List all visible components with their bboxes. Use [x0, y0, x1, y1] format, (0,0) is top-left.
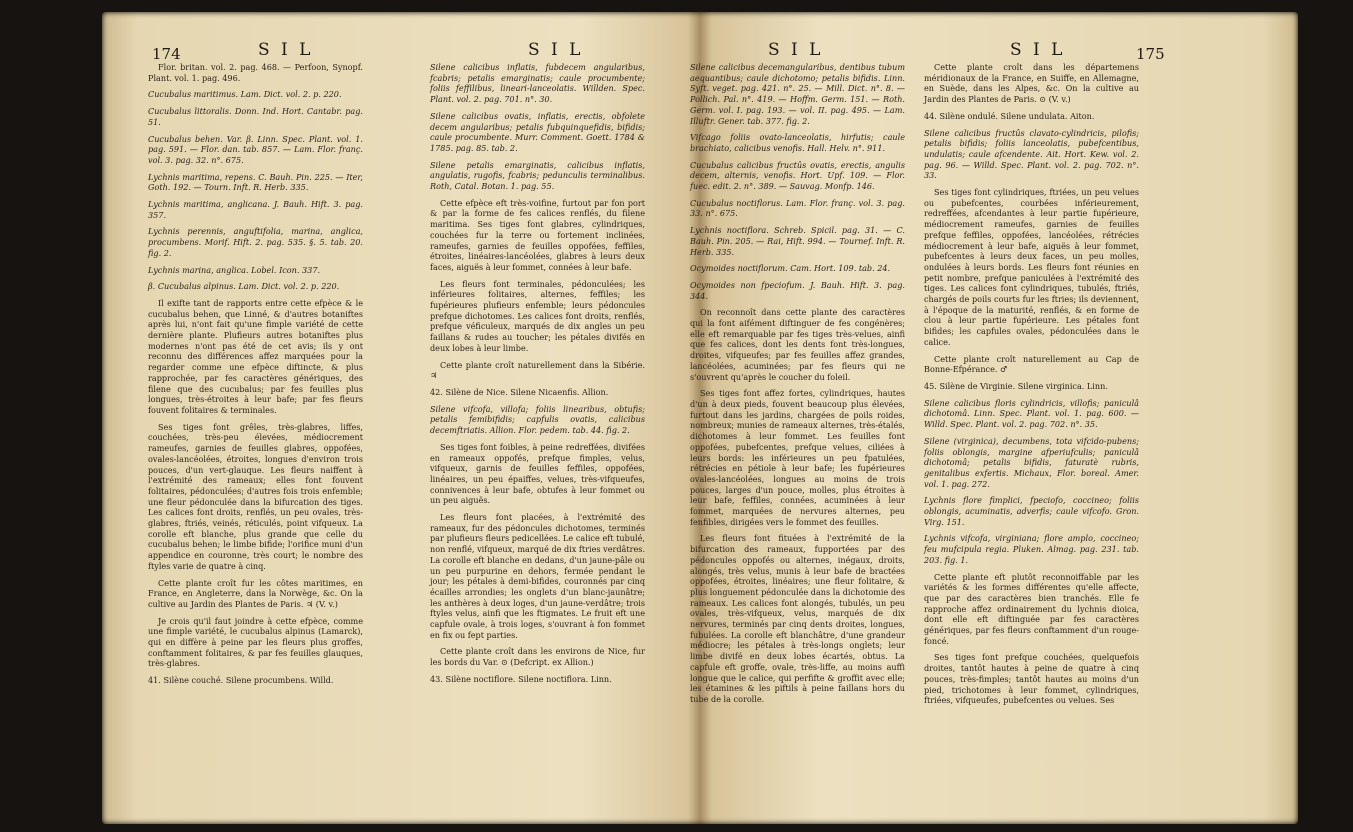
- paragraph: Ocymoides noctiflorum. Cam. Hort. 109. tab. 24.: [690, 263, 891, 274]
- paragraph: Cette efpèce eft très-voifine, furtout par fon port & par la forme de fes calices renflés, du filene maritima. Ses tiges font glabres, cylindriques, couchées fur la terre ou fortement inclinées, rameufes, garnies de feuilles oppofées, feffiles, étroites, linéaires-lancéolées, glabres à leurs deux faces, aiguës à leur fommet, connées à leur bafe.: [430, 197, 645, 272]
- paragraph: Lychnis marina, anglica. Lobel. Icon. 337.: [148, 264, 321, 275]
- paragraph: 43. Silène noctiflore. Silene noctiflora. Linn.: [430, 673, 612, 684]
- paragraph: Les fleurs font fituées à l'extrémité de la bifurcation des rameaux, fupportées par des pédoncules oppofés ou alternes, inégaux, droits, alongés, très velus, munis à leur bafe de bractées oppofées, étroites, linéaires; une fleur folitaire, & plus longuement pédonculée dans la dichotomie des rameaux. Les calices font alongés, tubulés, un peu ovales, très-vifqueux, velus, marqués de dix nervures, terminés par cinq dents droites, longues, fubulées. La corolle eft blanchâtre, d'une grandeur médiocre; les pétales à très-longs onglets; leur limbe divifé en deux lobes écartés, obtus. La capfule eft groffe, ovale, très-liffe, au moins auffi longue que le calice, qui perfifte & groffit avec elle; les étamines & les piftils à peine faillans hors du tube de la corolle.: [690, 533, 905, 704]
- paragraph: β. Cucubalus alpinus. Lam. Dict. vol. 2. p. 220.: [148, 281, 340, 292]
- paragraph: Cette plante croît naturellement au Cap de Bonne-Efpérance. ♂: [924, 353, 1139, 375]
- paragraph: Cucubalus behen. Var. β. Linn. Spec. Plant. vol. 1. pag. 591. — Flor. dan. tab. 857. — Lam. Flor. franç. vol. 3. pag. 32. n°. 675.: [148, 133, 363, 165]
- paragraph: Il exifte tant de rapports entre cette efpèce & le cucubalus behen, que Linné, & d'autres botaniftes après lui, n'ont fait qu'une fimple variété de cette dernière plante. Plufieurs autres botaniftes plus modernes n'ont pas été de cet avis; ils y ont reconnu des différences affez marquées pour la regarder comme une efpèce diftincte, & plus rapprochée, par fes caractères génériques, des filene que des cucubalus; par fes feuilles plus longues, très-étroites à leur bafe; par fes fleurs fouvent folitaires & terminales.: [148, 297, 363, 415]
- paragraph: Cette plante eft plutôt reconnoiffable par les variétés & les formes différentes qu'elle affecte, que par des caractères bien tranchés. Elle fe rapproche affez ordinairement du lychnis dioica, dont elle eft diftinguée par fes caractères génériques, par fes fleurs conftamment d'un rouge-foncé.: [924, 571, 1139, 646]
- page-number-right: 175: [1136, 45, 1165, 63]
- paragraph: Silene calicibus fructûs clavato-cylindricis, pilofis; petalis bifidis; foliis lanceolatis, pubefcentibus, undulatis; caule afcendente. Ait. Hort. Kew. vol. 2. pag. 96. — Willd. Spec. Plant. vol. 2. pag. 702. n°. 33.: [924, 127, 1139, 181]
- paragraph: Cucubalus noctiflorus. Lam. Flor. franç. vol. 3. pag. 33. n°. 675.: [690, 197, 905, 219]
- paragraph: Ses tiges font prefque couchées, quelquefois droites, tantôt hautes à peine de quatre à cinq pouces, très-fimples; tantôt hautes au moins d'un pied, trichotomes à leur fommet, cylindriques, ftriées, vifqueufes, pubefcentes ou velues. Ses: [924, 652, 1139, 706]
- paragraph: Cette plante croît naturellement dans la Sibérie. ♃: [430, 359, 645, 381]
- paragraph: Ses tiges font grêles, très-glabres, liffes, couchées, très-peu élevées, médiocrement rameufes, garnies de feuilles glabres, oppofées, ovales-lancéolées, étroites, longues d'environ trois pouces, d'un vert-glauque. Les fleurs naiffent à l'extrémité des rameaux; elles font fouvent folitaires, pédonculées; d'autres fois trois enfemble; une fleur pédonculée dans la bifurcation des tiges. Les calices font droits, renflés, un peu ovales, très-glabres, ftriés, veinés, réticulés, point vifqueux. La corolle eft blanche, plus grande que celle du cucubalus behen; le limbe bifide; l'orifice muni d'un appendice en couronne, très court; le nombre des ftyles varie de quatre à cinq.: [148, 421, 363, 571]
- paragraph: Lychnis noctiflora. Schreb. Spicil. pag. 31. — C. Bauh. Pin. 205. — Rai, Hift. 994. — Tournef. Inft. R. Herb. 335.: [690, 225, 905, 257]
- paragraph: Silene petalis emarginatis, calicibus inflatis, angulatis, rugofis, fcabris; pedunculis terminalibus. Roth, Catal. Botan. 1. pag. 55.: [430, 159, 645, 192]
- paragraph: Flor. britan. vol. 2. pag. 468. — Perfoon, Synopf. Plant. vol. 1. pag. 496.: [148, 62, 363, 83]
- paragraph: Ses tiges font affez fortes, cylindriques, hautes d'un à deux pieds, fouvent beaucoup plus élevées, furtout dans les jardins, chargées de poils roides, nombreux; munies de rameaux alternes, très-étalés, dichotomes à leur fommet. Les feuilles font oppofées, pubefcentes, prefque velues, ciliées à leurs bords: les inférieures un peu fpatulées, rétrécies en pétiole à leur bafe; les fupérieures ovales-lancéolées, longues au moins de trois pouces, larges d'un pouce, molles, plus étroites à leur bafe, feffiles, connées, acuminées à leur fommet, marquées de nervures alternes, peu fenfibles, dirigées vers le fommet des feuilles.: [690, 388, 905, 527]
- left-column-1: [148, 62, 363, 692]
- running-head-right-1: S I L: [768, 40, 824, 60]
- paragraph: Ses tiges font foibles, à peine redreffées, divifées en rameaux oppofés, prefque fimples, velus, vifqueux, garnis de feuilles feffiles, oppofées, linéaires, un peu épaiffes, velues, très-vifqueufes, connivences à leur bafe, obtufes à leur fommet ou un peu aiguës.: [430, 441, 645, 506]
- right-column-1: [690, 62, 905, 711]
- page-number-left: 174: [152, 45, 181, 63]
- paragraph: Lychnis maritima, repens. C. Bauh. Pin. 225. — Iter, Goth. 192. — Tourn. Inft. R. Herb. 335.: [148, 171, 363, 193]
- paragraph: Je crois qu'il faut joindre à cette efpèce, comme une fimple variété, le cucubalus alpinus (Lamarck), qui en diffère à peine par les fleurs plus groffes, conftamment folitaires, & par fes feuilles glauques, très-glabres.: [148, 615, 363, 669]
- paragraph: Ocymoides non fpeciofum. J. Bauh. Hift. 3. pag. 344.: [690, 279, 905, 301]
- paragraph: Lychnis perennis, anguftifolia, marina, anglica, procumbens. Morif. Hift. 2. pag. 535. §. 5. tab. 20. fig. 2.: [148, 226, 363, 258]
- running-head-right-2: S I L: [1010, 40, 1066, 60]
- paragraph: Silene vifcofa, villofa; foliis linearibus, obtufis; petalis femibifidis; capfulis ovatis, calicibus decemftriatis. Allion. Flor. pedem. tab. 44. fig. 2.: [430, 403, 645, 436]
- paragraph: 44. Silène ondulé. Silene undulata. Aiton.: [924, 110, 1095, 121]
- paragraph: Silene (virginica), decumbens, tota vifcido-pubens; foliis oblongis, margine afperiufculis; paniculâ dichotomâ; petalis bifidis, faturatè rubris, genitalibus exfertis. Michaux, Flor. boreal. Amer. vol. 1. pag. 272.: [924, 435, 1139, 489]
- paragraph: 45. Silène de Virginie. Silene virginica. Linn.: [924, 380, 1108, 391]
- paragraph: Lychnis maritima, anglicana. J. Bauh. Hift. 3. pag. 357.: [148, 199, 363, 220]
- paragraph: 41. Silène couché. Silene procumbens. Willd.: [148, 675, 334, 686]
- paragraph: Les fleurs font terminales, pédonculées; les inférieures folitaires, alternes, feffiles; les fupérieures plufieurs enfemble; leurs pédoncules prefque dichotomes. Les calices font droits, renflés, prefque véficuleux, marqués de dix angles un peu faillans & rudes au toucher; les pétales divifés en deux lobes à leur limbe.: [430, 278, 645, 353]
- paragraph: Silene calicibus floris cylindricis, villofis; paniculâ dichotomâ. Linn. Spec. Plant. vol. 1. pag. 600. — Willd. Spec. Plant. vol. 2. pag. 702. n°. 35.: [924, 397, 1139, 430]
- paragraph: Silene calicibus decemangularibus, dentibus tubum aequantibus; caule dichotomo; petalis bifidis. Linn. Syft. veget. pag. 421. n°. 25. — Mill. Dict. n°. 8. — Pollich. Pal. n°. 419. — Hoffm. Germ. 151. — Roth. Germ. vol. I. pag. 193. — vol. II. pag. 495. — Lam. Illuftr. Gener. tab. 377. fig. 2.: [690, 62, 905, 126]
- paragraph: Ses tiges font cylindriques, ftriées, un peu velues ou pubefcentes, courbées inférieurement, redreffées, afcendantes à leur partie fupérieure, médiocrement rameufes, garnies de feuilles prefque feffiles, oppofées, lancéolées, rétrécies médiocrement à leur bafe, aiguës à leur fommet, pubefcentes à leurs deux faces, un peu molles, ondulées à leurs bords. Les fleurs font réunies en petit nombre, prefque paniculées à l'extrémité des tiges. Les calices font cylindriques, tubulés, ftriés, chargés de poils courts fur les ftries; ils deviennent, à l'époque de la maturité, renflés, & en forme de clou à leur partie fupérieure. Les pétales font bifides; les capfules ovales, pédonculées dans le calice.: [924, 187, 1139, 347]
- paragraph: On reconnoît dans cette plante des caractères qui la font aifément diftinguer de fes congénères; elle eft remarquable par fes tiges très-velues, ainfi que fes calices, dont les dents font très-longues, droites, vifqueufes; par fes feuilles affez grandes, lancéolées, acuminées; par fes fleurs qui ne s'ouvrent qu'après le coucher du foleil.: [690, 307, 905, 382]
- paragraph: Cucubalus calicibus fructûs ovatis, erectis, angulis decem, alternis, venofis. Hort. Upf. 109. — Flor. fuec. edit. 2. n°. 389. — Sauvag. Monfp. 146.: [690, 159, 905, 192]
- paragraph: Silene calicibus inflatis, fubdecem angularibus, fcabris; petalis emarginatis; caule procumbente; foliis feffilibus, lineari-lanceolatis. Willden. Spec. Plant. vol. 2. pag. 701. n°. 30.: [430, 62, 645, 105]
- running-head-left-2: S I L: [528, 40, 584, 60]
- paragraph: Cette plante croît fur les côtes maritimes, en France, en Angleterre, dans la Norwège, &c. On la cultive au Jardin des Plantes de Paris. ♃ (V. v.): [148, 577, 363, 609]
- paragraph: Cette plante croît dans les départemens méridionaux de la France, en Suiffe, en Allemagne, en Suède, dans les Alpes, &c. On la cultive au Jardin des Plantes de Paris. ⊙ (V. v.): [924, 62, 1139, 105]
- paragraph: Lychnis flore fimplici, fpeciofo, coccineo; foliis oblongis, acuminatis, adverfis; caule vifcofo. Gron. Virg. 151.: [924, 495, 1139, 527]
- paragraph: Cucubalus littoralis. Donn. Ind. Hort. Cantabr. pag. 51.: [148, 106, 363, 127]
- running-head-left-1: S I L: [258, 40, 314, 60]
- right-column-2: [924, 62, 1139, 712]
- left-column-2: [430, 62, 645, 691]
- paragraph: Cucubalus maritimus. Lam. Dict. vol. 2. p. 220.: [148, 89, 342, 100]
- paragraph: Silene calicibus ovatis, inflatis, erectis, obfolete decem angularibus; petalis fubquinquefidis, bifidis; caule procumbente. Murr. Comment. Goett. 1784 & 1785. pag. 85. tab. 2.: [430, 110, 645, 153]
- paragraph: Vifcago foliis ovato-lanceolatis, hirfutis; caule brachiato, calicibus venofis. Hall. Helv. n°. 911.: [690, 132, 905, 153]
- paragraph: Cette plante croît dans les environs de Nice, fur les bords du Var. ⊙ (Defcript. ex Allion.): [430, 646, 645, 668]
- paragraph: Lychnis vifcofa, virginiana; flore amplo, coccineo; feu mufcipula regia. Pluken. Almag. pag. 231. tab. 203. fig. 1.: [924, 533, 1139, 565]
- paragraph: 42. Silène de Nice. Silene Nicaenfis. Allion.: [430, 386, 609, 397]
- paragraph: Les fleurs font placées, à l'extrémité des rameaux, fur des pédoncules dichotomes, terminés par plufieurs fleurs pedicellées. Le calice eft tubulé, non renflé, vifqueux, marqué de dix ftries verdâtres. La corolle eft blanche en dedans, d'un jaune-pâle ou un peu purpurine en dehors, fermée pendant le jour; les pétales à demi-bifides, couronnés par cinq écailles arrondies; les onglets d'un blanc-jaunâtre; les anthères à deux loges, d'un jaune-verdâtre; trois ftyles velus, ainfi que les ftigmates. Le fruit eft une capfule ovale, à trois loges, s'ouvrant à fon fommet en fix ou fept parties.: [430, 512, 646, 640]
